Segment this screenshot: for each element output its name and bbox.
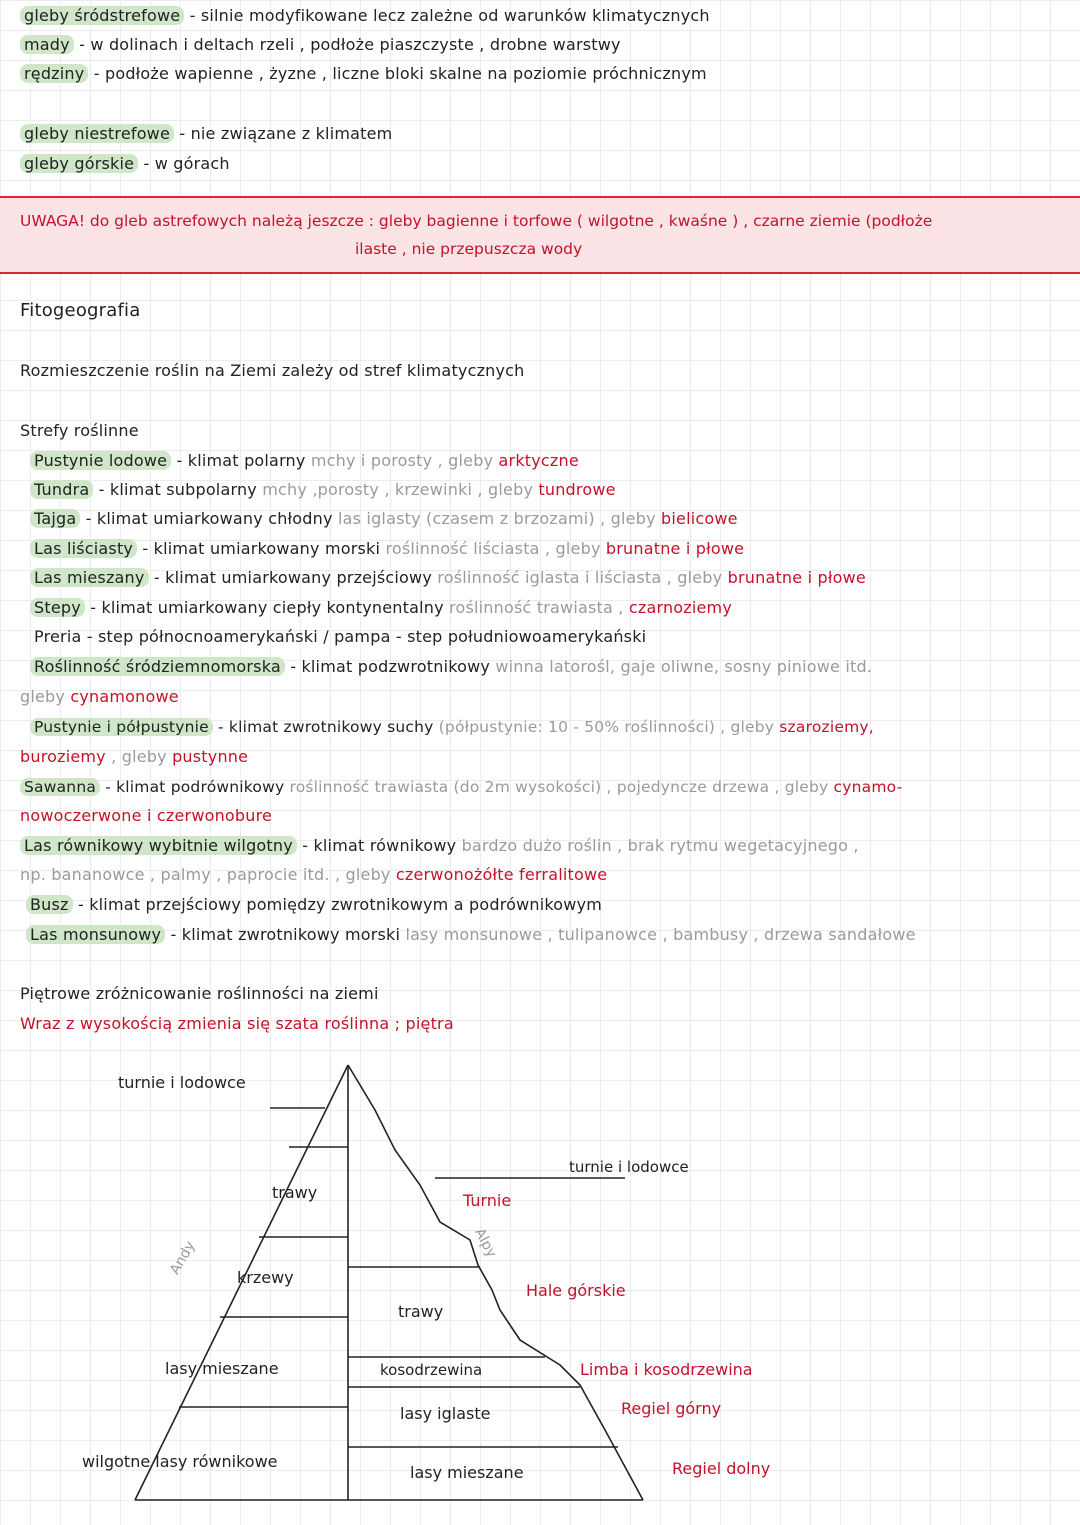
zone-vegetation: roślinność trawiasta , xyxy=(449,598,629,617)
zone-soil: cynamo- xyxy=(833,778,903,796)
zone-name: Tundra xyxy=(30,480,93,499)
zone-soil: nowoczerwone i czerwonobure xyxy=(20,806,273,825)
andes-level-grass: trawy xyxy=(272,1183,318,1202)
pietra-subtitle: Wraz z wysokością zmienia się szata roślinna ; piętra xyxy=(20,1014,454,1033)
zone-soil: bielicowe xyxy=(661,509,738,528)
soil-desc: - w dolinach i deltach rzeli , podłoże piaszczyste , drobne warstwy xyxy=(73,35,621,54)
intro-line: Rozmieszczenie roślin na Ziemi zależy od stref klimatycznych xyxy=(20,361,525,380)
zone-name: Sawanna xyxy=(20,778,100,796)
zone-vegetation: , gleby xyxy=(105,747,173,766)
andes-level-equatorial: wilgotne lasy równikowe xyxy=(82,1452,278,1471)
term-highlight: mady xyxy=(20,35,74,54)
zone-klimat: - klimat zwrotnikowy suchy xyxy=(212,718,439,736)
pietra-title: Piętrowe zróżnicowanie roślinności na ziemi xyxy=(20,984,379,1003)
warning-line-1: UWAGA! do gleb astrefowych należą jeszcze : gleby bagienne i torfowe ( wilgotne , kwaśne ) , czarne ziemie (podłoże xyxy=(20,212,933,230)
zone-klimat: - klimat podrównikowy xyxy=(100,778,290,796)
zone-soil: tundrowe xyxy=(538,480,616,499)
term-highlight: rędziny xyxy=(20,64,88,83)
alps-level-conifer: lasy iglaste xyxy=(400,1404,491,1423)
soil-desc: - podłoże wapienne , żyzne , liczne bloki skalne na poziomie próchnicznym xyxy=(88,64,707,83)
zone-klimat: - klimat subpolarny xyxy=(93,480,263,499)
alps-level-grass: trawy xyxy=(398,1302,444,1321)
zone-vegetation: roślinność iglasta i liściasta , gleby xyxy=(437,568,728,587)
zone-name: Stepy xyxy=(30,598,85,617)
zone-vegetation: (półpustynie: 10 - 50% roślinności) , gleby xyxy=(438,718,780,736)
andes-level-shrubs: krzewy xyxy=(237,1268,294,1287)
zone-vegetation: bardzo dużo roślin , brak rytmu wegetacyjnego , xyxy=(461,836,859,855)
section-heading: Fitogeografia xyxy=(20,300,141,321)
zone-klimat: - klimat przejściowy pomiędzy zwrotnikowym a podrównikowym xyxy=(72,895,603,914)
zone-klimat: - klimat umiarkowany przejściowy xyxy=(148,568,438,587)
zone-name: Las równikowy wybitnie wilgotny xyxy=(20,836,297,855)
zone-soil: arktyczne xyxy=(498,451,579,470)
alps-zone-turnie: Turnie xyxy=(463,1191,512,1210)
zone-klimat: - klimat zwrotnikowy morski xyxy=(165,925,406,944)
warning-line-2: ilaste , nie przepuszcza wody xyxy=(355,240,583,258)
zone-name: Busz xyxy=(26,895,73,914)
term-highlight: gleby górskie xyxy=(20,154,138,173)
zone-vegetation: las iglasty (czasem z brzozami) , gleby xyxy=(337,509,662,528)
alps-level-dwarfpine: kosodrzewina xyxy=(380,1361,483,1379)
alps-name: Alpy xyxy=(471,1225,500,1261)
zone-klimat: - klimat polarny xyxy=(171,451,311,470)
zone-name: Roślinność śródziemnomorska xyxy=(30,657,285,676)
zone-klimat: - klimat umiarkowany chłodny xyxy=(80,509,338,528)
zone-soil: czarnoziemy xyxy=(628,598,733,617)
alps-level-mixed: lasy mieszane xyxy=(410,1463,524,1482)
andes-level-mixed: lasy mieszane xyxy=(165,1359,279,1378)
alps-level-summit: turnie i lodowce xyxy=(569,1158,689,1176)
alps-zone-hale: Hale górskie xyxy=(526,1281,626,1300)
zone-vegetation: roślinność liściasta , gleby xyxy=(385,539,606,558)
alps-zone-limba: Limba i kosodrzewina xyxy=(580,1360,753,1379)
zone-vegetation: gleby xyxy=(20,687,71,706)
soil-desc: - nie związane z klimatem xyxy=(174,124,393,143)
zone-soil: buroziemy xyxy=(20,747,106,766)
zone-klimat: - klimat równikowy xyxy=(296,836,462,855)
alps-zone-regiel-gorny: Regiel górny xyxy=(621,1399,722,1418)
andes-name: Andy xyxy=(166,1238,199,1278)
zone-soil: brunatne i płowe xyxy=(605,539,745,558)
alps-zone-regiel-dolny: Regiel dolny xyxy=(672,1459,771,1478)
zone-name: Tajga xyxy=(30,509,80,528)
zone-vegetation: roślinność trawiasta (do 2m wysokości) , pojedyncze drzewa , gleby xyxy=(289,778,834,796)
soil-desc: - w górach xyxy=(138,154,230,173)
zone-vegetation: winna latorośl, gaje oliwne, sosny piniowe itd. xyxy=(495,657,873,676)
soil-desc: - silnie modyfikowane lecz zależne od warunków klimatycznych xyxy=(184,6,710,25)
zone-name: Las liściasty xyxy=(30,539,137,558)
zone-soil: pustynne xyxy=(172,747,249,766)
zone-text: Preria - step północnoamerykański / pampa - step południowoamerykański xyxy=(34,627,647,646)
zone-soil: brunatne i płowe xyxy=(727,568,866,587)
zones-heading: Strefy roślinne xyxy=(20,421,139,440)
zone-name: Las mieszany xyxy=(30,568,149,587)
zone-klimat: - klimat umiarkowany ciepły kontynentalny xyxy=(84,598,450,617)
term-highlight: gleby niestrefowe xyxy=(20,124,174,143)
zone-vegetation: mchy i porosty , gleby xyxy=(310,451,499,470)
zone-vegetation: np. bananowce , palmy , paprocie itd. , gleby xyxy=(20,865,396,884)
zone-soil: szaroziemy, xyxy=(779,718,874,736)
zone-name: Pustynie i półpustynie xyxy=(30,718,213,736)
zone-vegetation: lasy monsunowe , tulipanowce , bambusy , drzewa sandałowe xyxy=(405,925,916,944)
zone-klimat: - klimat podzwrotnikowy xyxy=(284,657,496,676)
zone-vegetation: mchy ,porosty , krzewinki , gleby xyxy=(262,480,539,499)
zone-klimat: - klimat umiarkowany morski xyxy=(137,539,386,558)
andes-level-summit: turnie i lodowce xyxy=(118,1073,246,1092)
zone-name: Pustynie lodowe xyxy=(30,451,171,470)
zone-soil: cynamonowe xyxy=(70,687,179,706)
term-highlight: gleby śródstrefowe xyxy=(20,6,184,25)
zone-soil: czerwonożółte ferralitowe xyxy=(395,865,608,884)
zone-name: Las monsunowy xyxy=(26,925,165,944)
